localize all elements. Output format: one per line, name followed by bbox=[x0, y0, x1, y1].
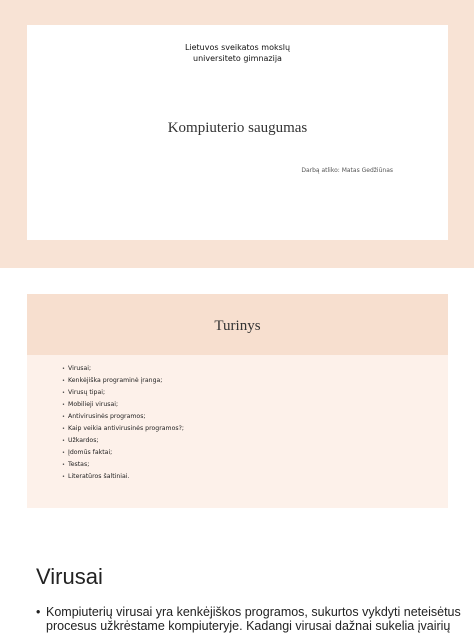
slide-title: Virusai bbox=[36, 564, 103, 589]
list-item-label: Užkardos; bbox=[68, 437, 99, 444]
list-item bbox=[62, 387, 184, 399]
bullet-icon: • bbox=[62, 414, 65, 420]
contents-list bbox=[62, 363, 184, 483]
list-item bbox=[62, 471, 184, 483]
bullet-icon: • bbox=[62, 402, 65, 408]
list-item-label: Įdomūs faktai; bbox=[68, 449, 113, 456]
bullet-icon: • bbox=[62, 450, 65, 456]
contents-header bbox=[27, 294, 448, 355]
bullet-icon: • bbox=[62, 378, 65, 384]
body-text-line: Kompiuterių virusai yra kenkėjiškos programos, sukurtos vykdyti neteisėtus bbox=[46, 605, 461, 619]
list-item-label: Mobilieji virusai; bbox=[68, 401, 119, 408]
list-item-label: Testas; bbox=[68, 461, 90, 468]
bullet-icon: • bbox=[62, 474, 65, 480]
list-item bbox=[62, 363, 184, 375]
list-item bbox=[62, 399, 184, 411]
list-item-label: Virusai; bbox=[68, 365, 92, 372]
body-line-1 bbox=[36, 605, 466, 619]
author-credit: Darbą atliko: Matas Gedžiūnas bbox=[301, 167, 393, 174]
slide-gap bbox=[0, 268, 474, 294]
presentation-title: Kompiuterio saugumas bbox=[167, 120, 308, 136]
slide-body bbox=[36, 605, 466, 633]
list-item-label: Antivirusinės programos; bbox=[68, 413, 146, 420]
list-item-label: Kaip veikia antivirusinės programos?; bbox=[68, 425, 184, 432]
bullet-icon: • bbox=[62, 390, 65, 396]
bullet-icon: • bbox=[62, 462, 65, 468]
title-slide-card bbox=[27, 25, 448, 240]
list-item bbox=[62, 459, 184, 471]
bullet-icon: • bbox=[62, 426, 65, 432]
bullet-icon: • bbox=[36, 605, 41, 619]
list-item-label: Kenkėjiška programinė įranga; bbox=[68, 377, 163, 384]
list-item-label: Virusų tipai; bbox=[68, 389, 106, 396]
list-item bbox=[62, 423, 184, 435]
school-line-1: Lietuvos sveikatos mokslų bbox=[184, 43, 291, 52]
contents-slide bbox=[27, 294, 448, 508]
list-item-label: Literatūros šaltiniai. bbox=[68, 473, 130, 480]
list-item bbox=[62, 447, 184, 459]
contents-title: Turinys bbox=[214, 318, 261, 334]
virusai-slide bbox=[0, 548, 474, 632]
bullet-icon: • bbox=[62, 438, 65, 444]
school-name bbox=[27, 42, 448, 64]
list-item bbox=[62, 435, 184, 447]
list-item bbox=[62, 375, 184, 387]
body-line-2: procesus užkrėstame kompiuteryje. Kadangi virusai dažnai sukelia įvairių bbox=[46, 619, 451, 633]
bullet-icon: • bbox=[62, 366, 65, 372]
title-slide bbox=[0, 0, 474, 268]
list-item bbox=[62, 411, 184, 423]
school-line-2: universiteto gimnazija bbox=[193, 54, 282, 63]
